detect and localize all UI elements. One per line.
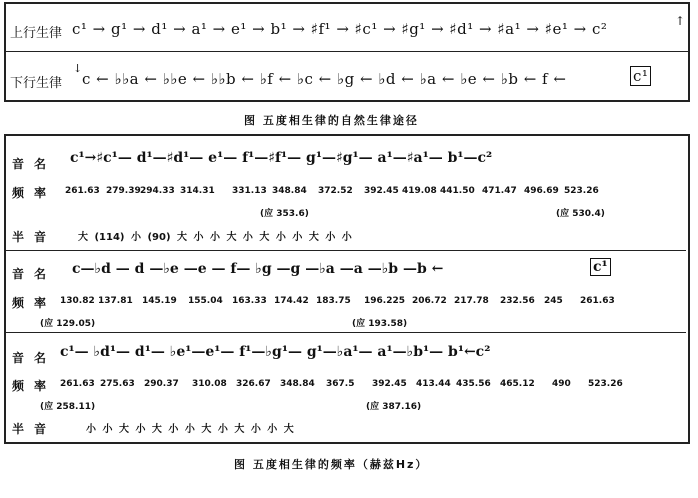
block3-alt-1: (应 258.11) [40, 402, 96, 412]
freq-value: 326.67 [236, 379, 271, 389]
freq-value: 441.50 [440, 186, 475, 196]
freq-value: 413.44 [416, 379, 451, 389]
block3-notes: c¹— ♭d¹— d¹— ♭e¹—e¹— f¹—♭g¹— g¹—♭a¹— a¹—♭b¹— b¹←c² [60, 344, 491, 360]
freq-value: 496.69 [524, 186, 559, 196]
freq-value: 174.42 [274, 296, 309, 306]
descending-end-note: c¹ [630, 66, 651, 86]
freq-value: 275.63 [100, 379, 135, 389]
pitch-label-3: 音名 [12, 351, 57, 365]
ascending-label: 上行生律 [10, 26, 63, 41]
freq-value: 290.37 [144, 379, 179, 389]
freq-value: 206.72 [412, 296, 447, 306]
semitone-label-3: 半音 [12, 422, 57, 436]
freq-value: 348.84 [272, 186, 307, 196]
block1-alt-2: (应 530.4) [556, 209, 605, 219]
freq-value: 523.26 [588, 379, 623, 389]
fig2-divider-1 [6, 250, 686, 251]
fig2-caption: 图 五度相生律的频率（赫兹Hz） [234, 458, 429, 471]
freq-value: 155.04 [188, 296, 223, 306]
block1-semitones: 大 (114) 小 (90) 大 小 小 大 小 大 小 小 大 小 小 [78, 232, 352, 243]
ascending-end-arrow: ↑ [675, 14, 686, 28]
freq-value: 419.08 [402, 186, 437, 196]
fig1-divider [6, 51, 688, 52]
descending-notes: c ← ♭♭a ← ♭♭e ← ♭♭b ← ♭f ← ♭c ← ♭g ← ♭d ← ♭a ← ♭e ← ♭b ← f ← [82, 70, 567, 88]
freq-value: 471.47 [482, 186, 517, 196]
freq-value: 163.33 [232, 296, 267, 306]
fig2-frame [4, 134, 690, 444]
pitch-label-2: 音名 [12, 267, 57, 281]
freq-value: 145.19 [142, 296, 177, 306]
fig1-caption: 图 五度相生律的自然生律途径 [244, 114, 419, 127]
freq-value: 261.63 [60, 379, 95, 389]
block1-alt-1: (应 353.6) [260, 209, 309, 219]
freq-value: 523.26 [564, 186, 599, 196]
block2-end-note: c¹ [590, 258, 611, 276]
block3-alt-2: (应 387.16) [366, 402, 422, 412]
freq-value: 294.33 [140, 186, 175, 196]
freq-value: 372.52 [318, 186, 353, 196]
descending-label: 下行生律 [10, 76, 63, 91]
block1-notes: c¹→♯c¹— d¹—♯d¹— e¹— f¹—♯f¹— g¹—♯g¹— a¹—♯a¹— b¹—c² [70, 150, 493, 166]
semitone-label-1: 半音 [12, 230, 57, 244]
freq-value: 232.56 [500, 296, 535, 306]
block2-alt-2: (应 193.58) [352, 319, 408, 329]
freq-value: 183.75 [316, 296, 351, 306]
freq-value: 279.39 [106, 186, 141, 196]
freq-value: 348.84 [280, 379, 315, 389]
freq-value: 217.78 [454, 296, 489, 306]
freq-value: 490 [552, 379, 571, 389]
freq-value: 392.45 [372, 379, 407, 389]
ascending-notes: c¹ → g¹ → d¹ → a¹ → e¹ → b¹ → ♯f¹ → ♯c¹ → ♯g¹ → ♯d¹ → ♯a¹ → ♯e¹ → c² [72, 20, 608, 38]
freq-value: 261.63 [580, 296, 615, 306]
freq-value: 310.08 [192, 379, 227, 389]
freq-label-2: 频率 [12, 296, 57, 310]
fig2-divider-2 [6, 332, 686, 333]
freq-label-1: 频率 [12, 186, 57, 200]
freq-value: 392.45 [364, 186, 399, 196]
pitch-label-1: 音名 [12, 157, 57, 171]
freq-value: 331.13 [232, 186, 267, 196]
freq-label-3: 频率 [12, 379, 57, 393]
block2-notes: c—♭d — d —♭e —e — f— ♭g —g —♭a —a —♭b —b ← [72, 261, 444, 277]
freq-value: 130.82 [60, 296, 95, 306]
block3-semitones: 小 小 大 小 大 小 小 大 小 大 小 小 大 [86, 424, 294, 435]
freq-value: 314.31 [180, 186, 215, 196]
freq-value: 465.12 [500, 379, 535, 389]
freq-value: 196.225 [364, 296, 405, 306]
freq-value: 435.56 [456, 379, 491, 389]
freq-value: 367.5 [326, 379, 355, 389]
freq-value: 261.63 [65, 186, 100, 196]
block2-alt-1: (应 129.05) [40, 319, 96, 329]
descending-start-arrow: ↓ [73, 62, 83, 75]
freq-value: 137.81 [98, 296, 133, 306]
freq-value: 245 [544, 296, 563, 306]
